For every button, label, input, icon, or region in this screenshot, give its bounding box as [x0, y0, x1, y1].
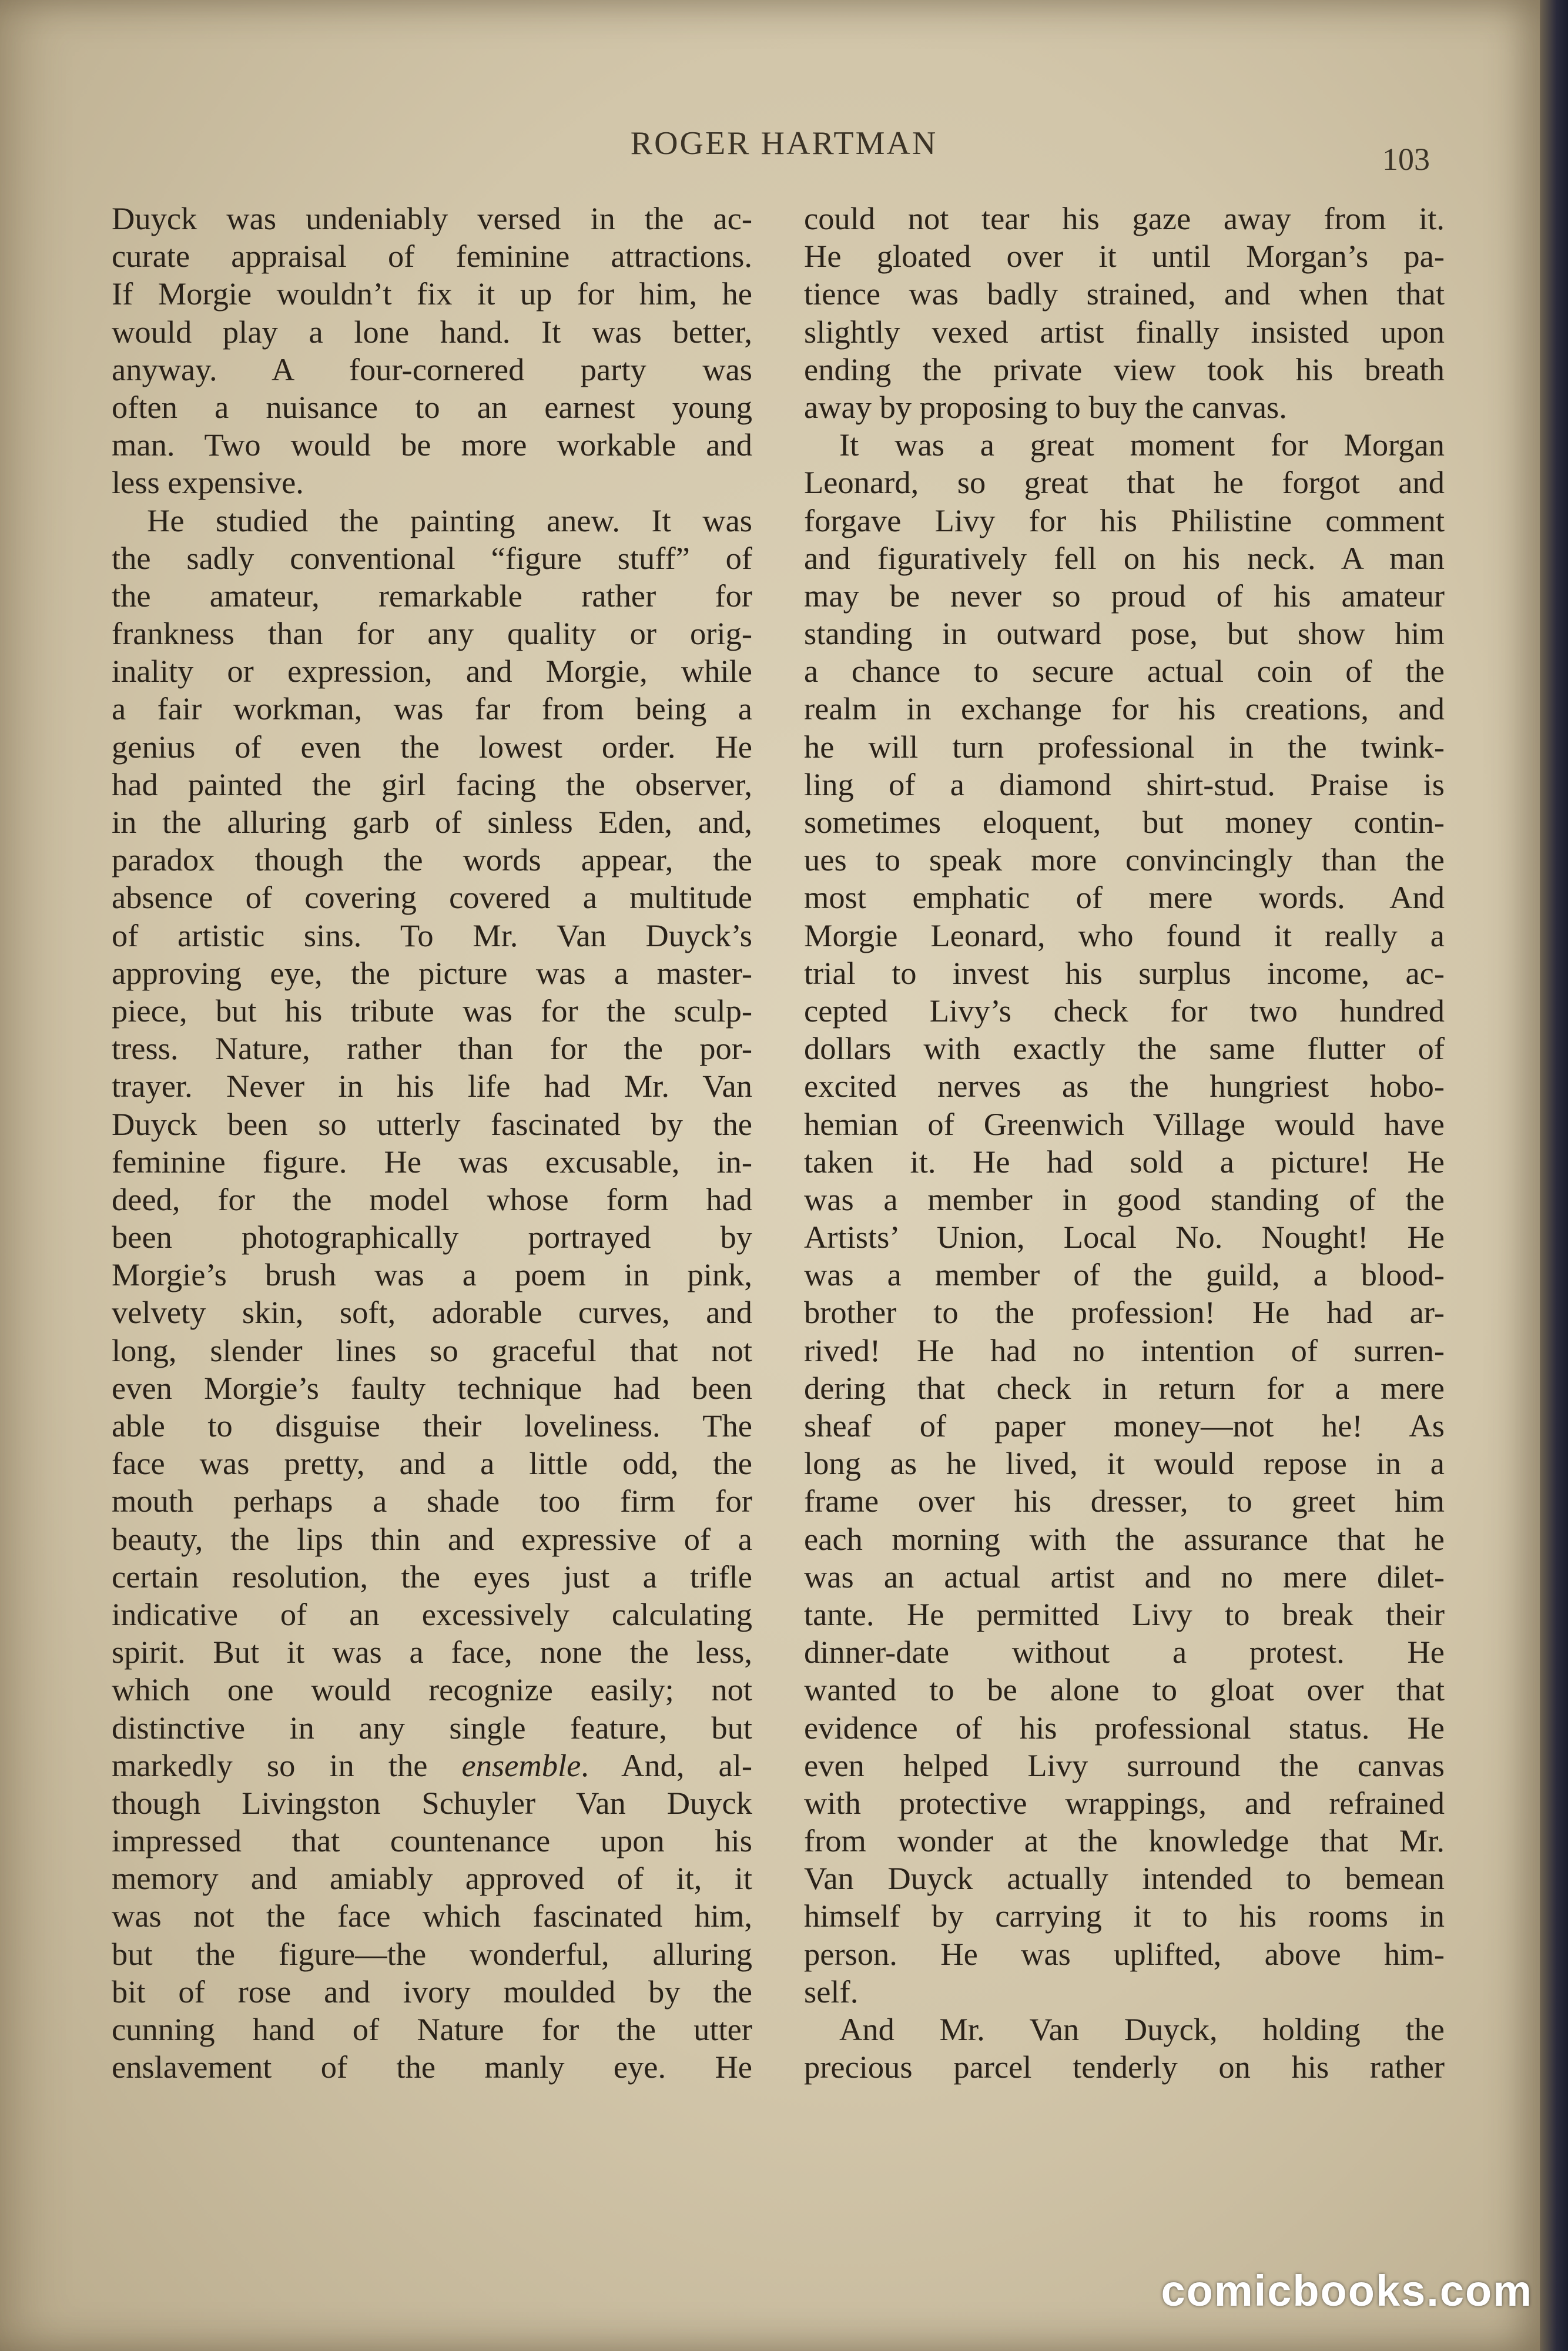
text-line: sometimes eloquent, but money contin-: [804, 804, 1445, 840]
text-line: which one would recognize easily; not: [112, 1672, 752, 1708]
text-line: realm in exchange for his creations, and: [804, 691, 1445, 727]
text-line: was a member in good standing of the: [804, 1181, 1445, 1217]
text-line: markedly so in the ensemble. And, al-: [112, 1747, 752, 1783]
text-line: often a nuisance to an earnest young: [112, 389, 752, 425]
text-line: certain resolution, the eyes just a trifle: [112, 1558, 752, 1595]
text-line: He studied the painting anew. It was: [147, 502, 752, 538]
text-line: long as he lived, it would repose in a: [804, 1445, 1445, 1482]
text-line: Morgie’s brush was a poem in pink,: [112, 1257, 752, 1293]
text-line: frame over his dresser, to greet him: [804, 1483, 1445, 1519]
text-line: Duyck been so utterly fascinated by the: [112, 1106, 752, 1142]
text-line: though Livingston Schuyler Van Duyck: [112, 1784, 752, 1821]
text-line: rived! He had no intention of surren-: [804, 1332, 1445, 1368]
text-line: person. He was uplifted, above him-: [804, 1935, 1445, 1972]
text-line: and figuratively fell on his neck. A man: [804, 540, 1445, 576]
text-line: in the alluring garb of sinless Eden, and,: [112, 804, 752, 840]
text-line: was a member of the guild, a blood-: [804, 1257, 1445, 1293]
text-line: dinner-date without a protest. He: [804, 1634, 1445, 1670]
page-number: 103: [1382, 142, 1430, 177]
text-line: beauty, the lips thin and expressive of a: [112, 1521, 752, 1557]
text-line: enslavement of the manly eye. He: [112, 2049, 752, 2085]
text-line: precious parcel tenderly on his rather: [804, 2049, 1445, 2085]
running-head: ROGER HARTMAN: [630, 125, 938, 162]
text-line: tante. He permitted Livy to break their: [804, 1596, 1445, 1632]
text-line: Duyck was undeniably versed in the ac-: [112, 200, 752, 236]
text-line: indicative of an excessively calculating: [112, 1596, 752, 1632]
right-text-column: [804, 200, 1445, 2086]
text-line: tress. Nature, rather than for the por-: [112, 1030, 752, 1067]
text-line: trayer. Never in his life had Mr. Van: [112, 1068, 752, 1104]
text-line: most emphatic of mere words. And: [804, 879, 1445, 916]
text-line: long, slender lines so graceful that not: [112, 1332, 752, 1368]
text-line: Leonard, so great that he forgot and: [804, 464, 1445, 501]
text-line: of artistic sins. To Mr. Van Duyck’s: [112, 917, 752, 953]
text-line: paradox though the words appear, the: [112, 842, 752, 878]
text-line: but the figure—the wonderful, alluring: [112, 1935, 752, 1972]
text-line: even helped Livy surround the canvas: [804, 1747, 1445, 1783]
text-line: brother to the profession! He had ar-: [804, 1294, 1445, 1331]
text-line: had painted the girl facing the observer,: [112, 766, 752, 802]
text-line: sheaf of paper money—not he! As: [804, 1408, 1445, 1444]
text-line: ending the private view took his breath: [804, 351, 1445, 387]
text-line: It was a great moment for Morgan: [839, 427, 1445, 463]
text-line: self.: [804, 1973, 859, 2010]
text-line: may be never so proud of his amateur: [804, 577, 1445, 614]
text-line: evidence of his professional status. He: [804, 1709, 1445, 1746]
text-line: Artists’ Union, Local No. Nought! He: [804, 1219, 1445, 1255]
text-line: feminine figure. He was excusable, in-: [112, 1143, 752, 1180]
watermark-logo: comicbooks.com: [1161, 2266, 1533, 2315]
text-line: from wonder at the knowledge that Mr.: [804, 1823, 1445, 1859]
text-line: man. Two would be more workable and: [112, 427, 752, 463]
text-line: even Morgie’s faulty technique had been: [112, 1369, 752, 1406]
text-line: memory and amiably approved of it, it: [112, 1860, 752, 1897]
text-line: tience was badly strained, and when that: [804, 276, 1445, 312]
text-line: was an actual artist and no mere dilet-: [804, 1558, 1445, 1595]
text-line: hemian of Greenwich Village would have: [804, 1106, 1445, 1142]
text-line: ling of a diamond shirt-stud. Praise is: [804, 766, 1445, 802]
text-line: trial to invest his surplus income, ac-: [804, 955, 1445, 991]
left-text-column: [112, 200, 752, 2086]
text-line: each morning with the assurance that he: [804, 1521, 1445, 1557]
text-line: dollars with exactly the same flutter of: [804, 1030, 1445, 1067]
text-line: ues to speak more convincingly than the: [804, 842, 1445, 878]
text-line: genius of even the lowest order. He: [112, 728, 752, 765]
text-line: Van Duyck actually intended to bemean: [804, 1860, 1445, 1897]
text-line: absence of covering covered a multitude: [112, 879, 752, 916]
text-line: Morgie Leonard, who found it really a: [804, 917, 1445, 953]
text-line: taken it. He had sold a picture! He: [804, 1143, 1445, 1180]
text-line: less expensive.: [112, 464, 304, 501]
text-line: would play a lone hand. It was better,: [112, 313, 752, 350]
text-line: wanted to be alone to gloat over that: [804, 1672, 1445, 1708]
text-line: bit of rose and ivory moulded by the: [112, 1973, 752, 2010]
text-line: excited nerves as the hungriest hobo-: [804, 1068, 1445, 1104]
text-line: And Mr. Van Duyck, holding the: [839, 2011, 1445, 2047]
book-spine-edge: [1540, 0, 1568, 2351]
text-line: was not the face which fascinated him,: [112, 1898, 752, 1934]
text-line: approving eye, the picture was a master-: [112, 955, 752, 991]
text-line: frankness than for any quality or orig-: [112, 615, 752, 652]
text-line: velvety skin, soft, adorable curves, and: [112, 1294, 752, 1331]
text-line: the sadly conventional “figure stuff” of: [112, 540, 752, 576]
text-line: anyway. A four-cornered party was: [112, 351, 752, 387]
text-line: piece, but his tribute was for the sculp-: [112, 992, 752, 1029]
text-line: a chance to secure actual coin of the: [804, 653, 1445, 689]
text-line: If Morgie wouldn’t fix it up for him, he: [112, 276, 752, 312]
text-line: been photographically portrayed by: [112, 1219, 752, 1255]
text-line: mouth perhaps a shade too firm for: [112, 1483, 752, 1519]
text-line: inality or expression, and Morgie, while: [112, 653, 752, 689]
text-line: himself by carrying it to his rooms in: [804, 1898, 1445, 1934]
text-line: he will turn professional in the twink-: [804, 728, 1445, 765]
text-line: standing in outward pose, but show him: [804, 615, 1445, 652]
text-line: able to disguise their loveliness. The: [112, 1408, 752, 1444]
text-line: dering that check in return for a mere: [804, 1369, 1445, 1406]
text-line: slightly vexed artist finally insisted upon: [804, 313, 1445, 350]
text-line: He gloated over it until Morgan’s pa-: [804, 238, 1445, 274]
italic-word: ensemble: [461, 1747, 581, 1783]
text-line: cepted Livy’s check for two hundred: [804, 992, 1445, 1029]
text-line: away by proposing to buy the canvas.: [804, 389, 1287, 425]
text-line: impressed that countenance upon his: [112, 1823, 752, 1859]
text-line: spirit. But it was a face, none the less,: [112, 1634, 752, 1670]
text-line: curate appraisal of feminine attractions.: [112, 238, 752, 274]
text-line: cunning hand of Nature for the utter: [112, 2011, 752, 2047]
text-line: the amateur, remarkable rather for: [112, 577, 752, 614]
text-line: a fair workman, was far from being a: [112, 691, 752, 727]
text-line: face was pretty, and a little odd, the: [112, 1445, 752, 1482]
text-line: distinctive in any single feature, but: [112, 1709, 752, 1746]
text-line: deed, for the model whose form had: [112, 1181, 752, 1217]
text-line: could not tear his gaze away from it.: [804, 200, 1445, 236]
text-line: with protective wrappings, and refrained: [804, 1784, 1445, 1821]
text-line: forgave Livy for his Philistine comment: [804, 502, 1445, 538]
